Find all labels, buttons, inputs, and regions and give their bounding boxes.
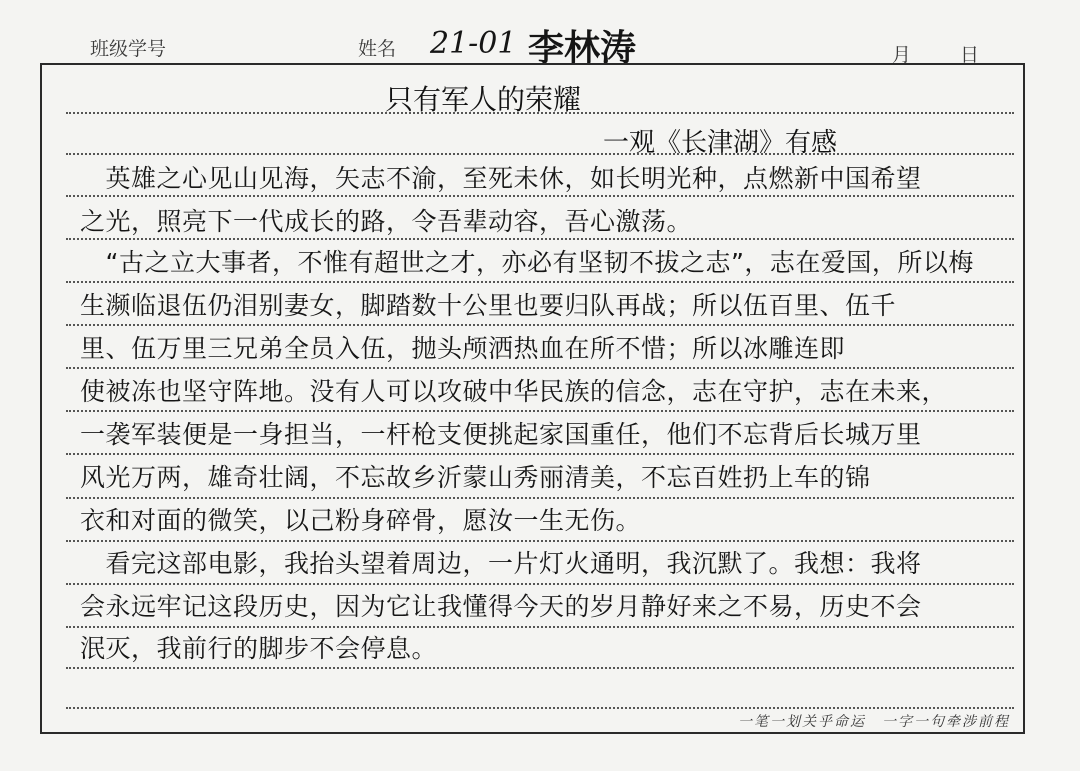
essay-line: 看完这部电影，我抬头望着周边，一片灯火通明，我沉默了。我想：我将 — [80, 549, 922, 578]
ruled-line — [66, 497, 1014, 499]
ruled-line — [66, 238, 1014, 240]
ruled-line — [66, 410, 1014, 412]
essay-line: “古之立大事者，不惟有超世之才，亦必有坚韧不拔之志”，志在爱国，所以梅 — [80, 248, 974, 277]
ruled-line — [66, 707, 1014, 709]
essay-line: 衣和对面的微笑，以己粉身碎骨，愿汝一生无伤。 — [80, 506, 642, 535]
essay-line: 一袭军装便是一身担当，一杆枪支便挑起家国重任，他们不忘背后长城万里 — [80, 420, 922, 449]
essay-line: 英雄之心见山见海，矢志不渝，至死未休，如长明光种，点燃新中国希望 — [80, 164, 922, 193]
essay-line: 泯灭，我前行的脚步不会停息。 — [80, 634, 438, 663]
name-label: 姓名 — [358, 38, 397, 60]
ruled-line — [66, 583, 1014, 585]
worksheet-header — [0, 0, 1080, 69]
essay-line: 会永远牢记这段历史，因为它让我懂得今天的岁月静好来之不易，历史不会 — [80, 592, 922, 621]
day-label: 日 — [960, 44, 980, 66]
month-label: 月 — [892, 44, 912, 66]
ruled-line — [66, 195, 1014, 197]
essay-line: 之光，照亮下一代成长的路，令吾辈动容，吾心激荡。 — [80, 207, 693, 236]
student-number: 21-01 — [430, 26, 517, 61]
ruled-line — [66, 626, 1014, 628]
ruled-line — [66, 324, 1014, 326]
ruled-line — [66, 367, 1014, 369]
ruled-line — [66, 153, 1014, 155]
essay-line: 生濒临退伍仍泪别妻女，脚踏数十公里也要归队再战；所以伍百里、伍千 — [80, 291, 897, 320]
ruled-line — [66, 667, 1014, 669]
ruled-line — [66, 540, 1014, 542]
essay-line: 使被冻也坚守阵地。没有人可以攻破中华民族的信念，志在守护，志在未来， — [80, 377, 948, 406]
ruled-line — [66, 281, 1014, 283]
student-name: 李林涛 — [528, 28, 637, 69]
essay-title: 只有军人的荣耀 — [385, 83, 582, 116]
footer-motto: 一笔一划关乎命运 一字一句牵涉前程 — [738, 714, 1010, 730]
essay-line: 风光万两，雄奇壮阔，不忘故乡沂蒙山秀丽清美，不忘百姓扔上车的锦 — [80, 463, 871, 492]
class-number-label: 班级学号 — [90, 38, 167, 60]
ruled-line — [66, 453, 1014, 455]
essay-subtitle: 一观《长津湖》有感 — [603, 128, 838, 158]
essay-line: 里、伍万里三兄弟全员入伍，抛头颅洒热血在所不惜；所以冰雕连即 — [80, 334, 846, 363]
